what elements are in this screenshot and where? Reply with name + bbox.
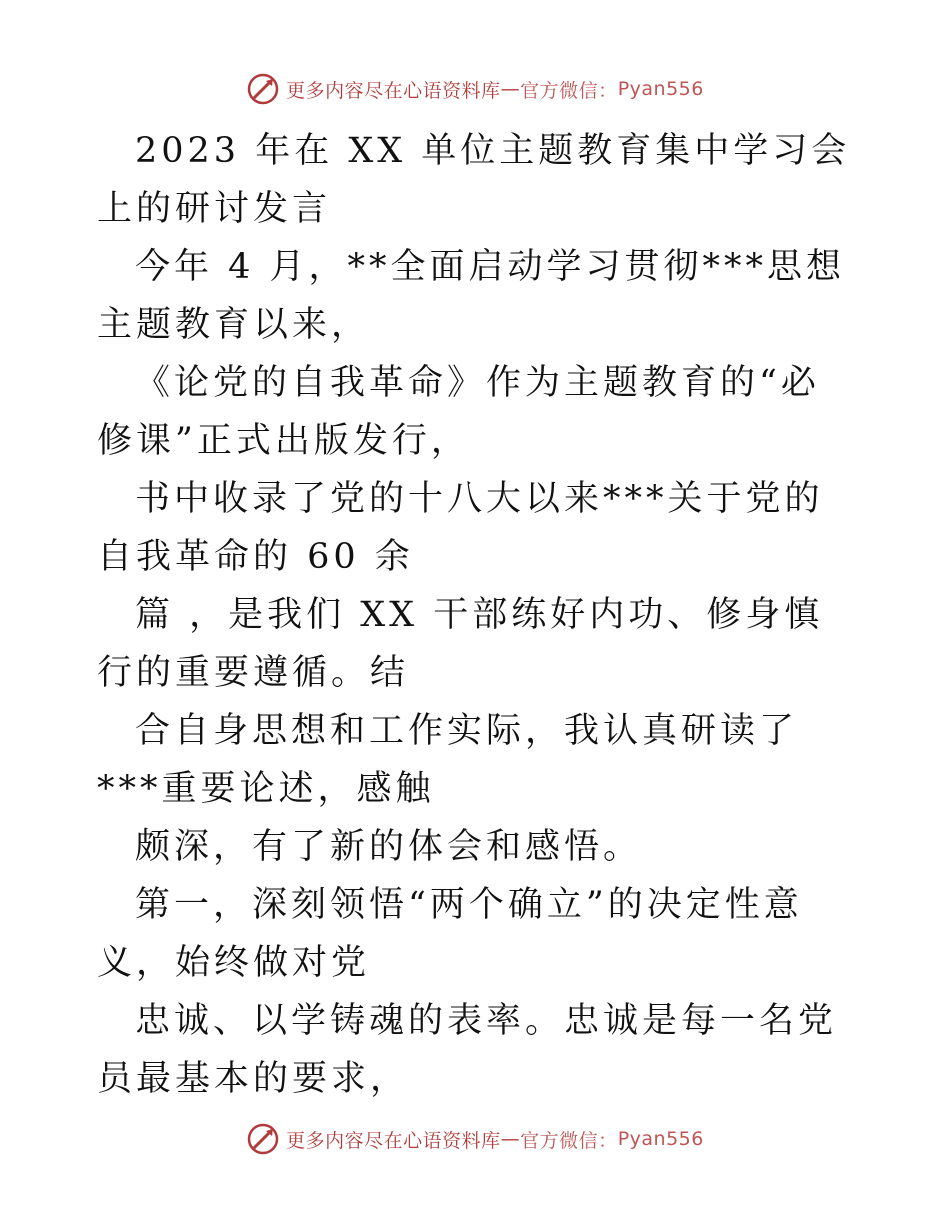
document-title: 2023 年在 XX 单位主题教育集中学习会上的研讨发言 <box>97 131 851 229</box>
paragraph: 今年 4 月，**全面启动学习贯彻***思想主题教育以来， <box>97 247 846 345</box>
paragraph: 颇深，有了新的体会和感悟。 <box>135 827 643 867</box>
quill-logo-icon <box>246 1122 280 1156</box>
banner-text: 更多内容尽在心语资料库 <box>286 1129 501 1152</box>
paragraph: 篇 ，是我们 XX 干部练好内功、修身慎行的重要遵循。结 <box>97 595 824 693</box>
banner-wechat-label: 官方微信： <box>520 1129 618 1152</box>
header-watermark-banner <box>0 72 950 106</box>
paragraph: 书中收录了党的十八大以来***关于党的自我革命的 60 余 <box>97 479 824 577</box>
banner-wechat-handle: Pyan556 <box>617 78 704 100</box>
banner-wechat-label: 官方微信： <box>520 79 618 102</box>
banner-dash: — <box>500 1128 521 1150</box>
banner-dash: — <box>500 78 521 100</box>
paragraph: 第一，深刻领悟“两个确立”的决定性意义，始终做对党 <box>97 885 803 983</box>
paragraph: 忠诚、以学铸魂的表率。忠诚是每一名党员最基本的要求， <box>97 1001 838 1099</box>
paragraph: 合自身思想和工作实际，我认真研读了***重要论述，感触 <box>97 711 799 809</box>
quill-logo-icon <box>246 72 280 106</box>
banner-wechat-handle: Pyan556 <box>617 1128 704 1150</box>
footer-watermark-banner <box>0 1122 950 1156</box>
paragraph: 《论党的自我革命》作为主题教育的“必修课”正式出版发行， <box>97 363 820 461</box>
document-body <box>97 122 857 1108</box>
banner-text: 更多内容尽在心语资料库 <box>286 79 501 102</box>
